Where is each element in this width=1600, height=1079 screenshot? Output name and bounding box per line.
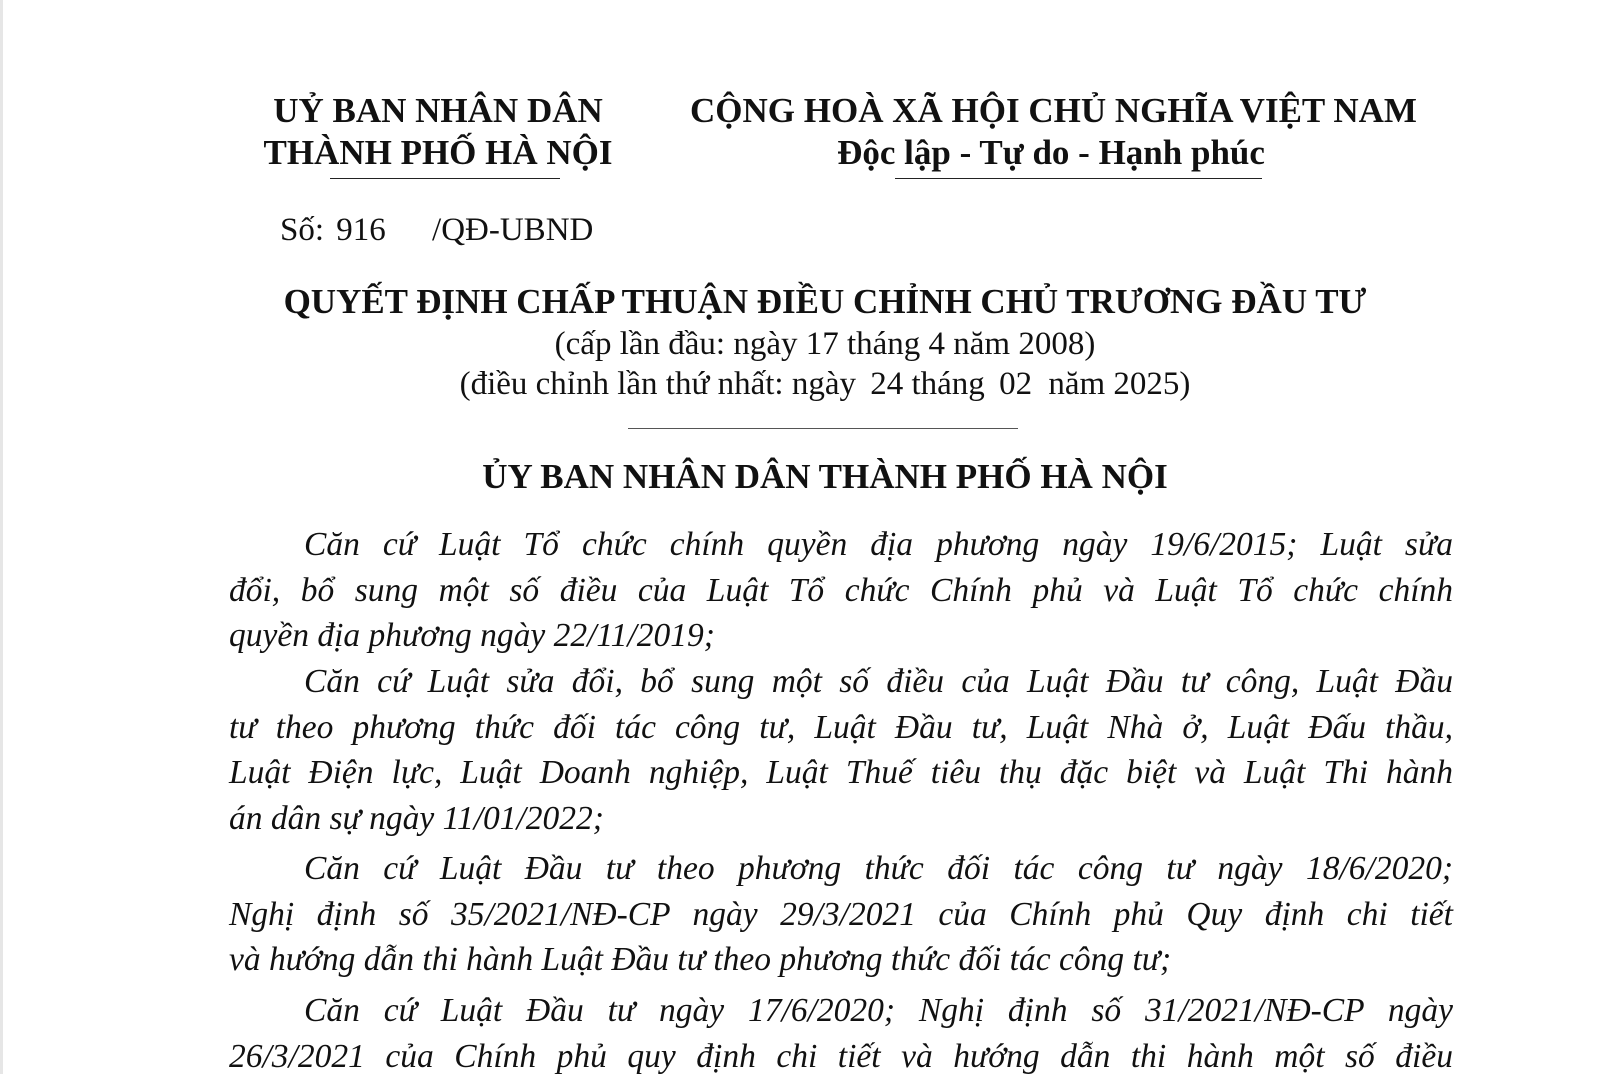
document-title: QUYẾT ĐỊNH CHẤP THUẬN ĐIỀU CHỈNH CHỦ TRƯƠNG ĐẦU TƯ	[200, 282, 1450, 322]
first-issue-date: (cấp lần đầu: ngày 17 tháng 4 năm 2008)	[400, 326, 1250, 363]
issuer-line-1: UỶ BAN NHÂN DÂN	[262, 90, 614, 132]
number-value: 916	[336, 212, 386, 248]
motto-underline	[895, 178, 1262, 179]
paragraph-line: đổi, bổ sung một số điều của Luật Tổ chức Chính phủ và Luật Tổ chức chính	[229, 568, 1453, 614]
paragraph-1	[229, 522, 1453, 659]
paragraph-line: Căn cứ Luật Đầu tư theo phương thức đối tác công tư ngày 18/6/2020;	[229, 846, 1453, 892]
national-title: CỘNG HOÀ XÃ HỘI CHỦ NGHĨA VIỆT NAM	[690, 90, 1412, 132]
paragraph-line: và hướng dẫn thi hành Luật Đầu tư theo phương thức đối tác công tư;	[229, 937, 1453, 983]
paragraph-line: án dân sự ngày 11/01/2022;	[229, 796, 1453, 842]
adjustment-date	[380, 366, 1270, 403]
adjustment-day: 24	[870, 366, 903, 402]
page-edge	[0, 0, 3, 1074]
adjustment-month: 02	[999, 366, 1032, 402]
paragraph-line: quyền địa phương ngày 22/11/2019;	[229, 613, 1453, 659]
paragraph-line: 26/3/2021 của Chính phủ quy định chi tiết và hướng dẫn thi hành một số điều	[229, 1034, 1453, 1079]
paragraph-2	[229, 659, 1453, 841]
issuer-underline	[330, 178, 560, 179]
title-divider	[628, 428, 1018, 429]
paragraph-line: tư theo phương thức đối tác công tư, Luật Đầu tư, Luật Nhà ở, Luật Đấu thầu,	[229, 705, 1453, 751]
paragraph-3	[229, 846, 1453, 983]
paragraph-4	[229, 988, 1453, 1079]
number-prefix: Số:	[280, 212, 324, 248]
paragraph-line: Căn cứ Luật Tổ chức chính quyền địa phương ngày 19/6/2015; Luật sửa	[229, 522, 1453, 568]
paragraph-line: Nghị định số 35/2021/NĐ-CP ngày 29/3/2021 của Chính phủ Quy định chi tiết	[229, 892, 1453, 938]
adjustment-month-label: tháng	[911, 366, 984, 402]
document-number	[280, 212, 593, 249]
adjustment-prefix: (điều chỉnh lần thứ nhất: ngày	[460, 366, 856, 402]
header-right	[690, 90, 1412, 174]
national-motto: Độc lập - Tự do - Hạnh phúc	[690, 132, 1412, 174]
adjustment-year-label: năm 2025)	[1048, 366, 1190, 402]
paragraph-line: Luật Điện lực, Luật Doanh nghiệp, Luật Thuế tiêu thụ đặc biệt và Luật Thi hành	[229, 750, 1453, 796]
authority-heading: ỦY BAN NHÂN DÂN THÀNH PHỐ HÀ NỘI	[400, 457, 1250, 497]
header-left	[262, 90, 614, 174]
issuer-line-2: THÀNH PHỐ HÀ NỘI	[262, 132, 614, 174]
paragraph-line: Căn cứ Luật Đầu tư ngày 17/6/2020; Nghị định số 31/2021/NĐ-CP ngày	[229, 988, 1453, 1034]
paragraph-line: Căn cứ Luật sửa đổi, bổ sung một số điều của Luật Đầu tư công, Luật Đầu	[229, 659, 1453, 705]
number-suffix: /QĐ-UBND	[432, 212, 593, 248]
